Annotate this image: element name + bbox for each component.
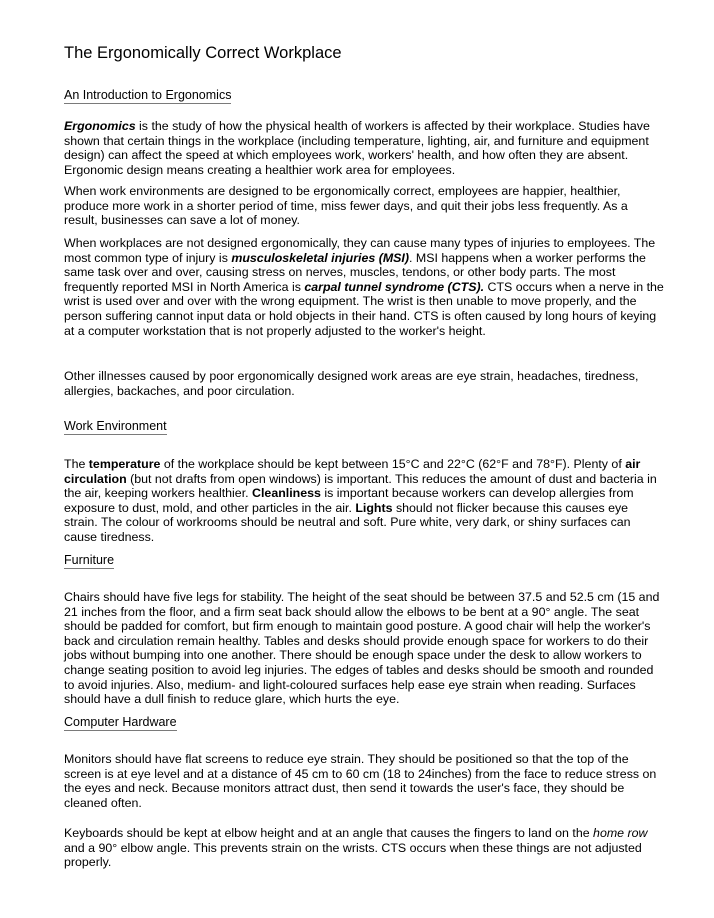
intro-paragraph-1 [64,119,664,177]
term-ergonomics: Ergonomics [64,119,136,133]
section-heading-intro: An Introduction to Ergonomics [64,88,232,102]
intro-paragraph-2: When work environments are designed to be ergonomically correct, employees are happier, healthier, produce more work in a shorter period of time, miss fewer days, and quit their jobs less frequently. As a result, businesses can save a lot of money. [64,184,628,228]
section-heading-computer-hardware: Computer Hardware [64,715,177,729]
term-msi: musculoskeletal injuries (MSI) [231,250,409,265]
we-text-b: of the workplace should be kept between 15°C and 22°C (62°F and 78°F). Plenty of [160,457,626,471]
furniture-paragraph: Chairs should have five legs for stability. The height of the seat should be between 37.5 and 52.5 cm (15 and 21 inches from the floor, and a firm seat back should allow the elbows to be bent at a 90° angle. The seat should be padded for comfort, but firm enough to maintain good posture. A good chair will help the worker's back and circulation remain healthy. Tables and desks should provide enough space for workers to do their jobs without bumping into one another. There should be enough space under the desk to allow workers to change seating position to avoid leg injuries. The edges of tables and desks should be smooth and rounded to avoid injuries. Also, medium- and light-coloured surfaces help ease eye strain when reading. Surfaces should have a dull finish to reduce glare, which hurts the eye. [64,590,660,707]
intro-paragraph-3-text-b: . MSI happens when a worker performs the same task over and over, causing stress on nerves, muscles, tendons, or other body parts. The most frequently reported MSI in North America is [64,250,646,294]
we-text-e: should not flicker because this causes eye strain. The colour of workrooms should be neutral and soft. Pure white, very dark, or shiny surfaces can cause tiredness. [64,500,631,544]
intro-paragraph-3-text-a: When workplaces are not designed ergonomically, they can cause many types of injuries to employees. The most common type of injury is [64,236,656,265]
intro-paragraph-3-text-c: CTS occurs when a nerve in the wrist is used over and over with the wrong equipment. The wrist is then unable to move properly, and the person suffering cannot input data or hold objects in their hand. CTS is often caused by long hours of keying at a computer workstation that is not properly adjusted to the worker's height. [64,279,664,338]
intro-paragraph-1-text: is the study of how the physical health of workers is affected by their workplace. Studies have shown that certain things in the workplace (including temperature, lighting, air, and furniture and equipment design) can affect the speed at which employees work, workers' health, and how often they are absent. Ergonomic design means creating a healthier work area for employees. [64,119,650,177]
hw-text-a: Keyboards should be kept at elbow height and at an angle that causes the fingers to land on the [64,826,594,840]
term-home-row: home row [593,826,648,840]
document-title: The Ergonomically Correct Workplace [64,44,342,62]
we-text-a: The [64,457,89,471]
term-temperature: temperature [88,457,161,471]
intro-paragraph-3 [64,236,664,338]
hardware-paragraph-2 [64,826,664,870]
term-air-circulation: air circulation [64,457,641,486]
hw-text-b: and a 90° elbow angle. This prevents strain on the wrists. CTS occurs when these things are not adjusted properly. [64,840,642,870]
intro-paragraph-4: Other illnesses caused by poor ergonomically designed work areas are eye strain, headaches, tiredness, allergies, backaches, and poor circulation. [64,369,639,398]
section-heading-work-environment: Work Environment [64,419,167,433]
hardware-paragraph-1: Monitors should have flat screens to reduce eye strain. They should be positioned so that the top of the screen is at eye level and at a distance of 45 cm to 60 cm (18 to 24inches) from the face to reduce stress on the eyes and neck. Because monitors attract dust, then send it towards the user's face, they should be cleaned often. [64,752,657,810]
term-lights: Lights [355,500,393,515]
we-text-d: is important because workers can develop allergies from exposure to dust, mold, and other particles in the air. [64,486,634,515]
work-environment-paragraph [64,457,664,545]
term-cts: carpal tunnel syndrome (CTS). [304,279,485,294]
section-heading-furniture: Furniture [64,553,115,567]
term-cleanliness: Cleanliness [252,486,321,501]
we-text-c: (but not drafts from open windows) is important. This reduces the amount of dust and bacteria in the air, keeping workers healthier. [64,471,657,501]
